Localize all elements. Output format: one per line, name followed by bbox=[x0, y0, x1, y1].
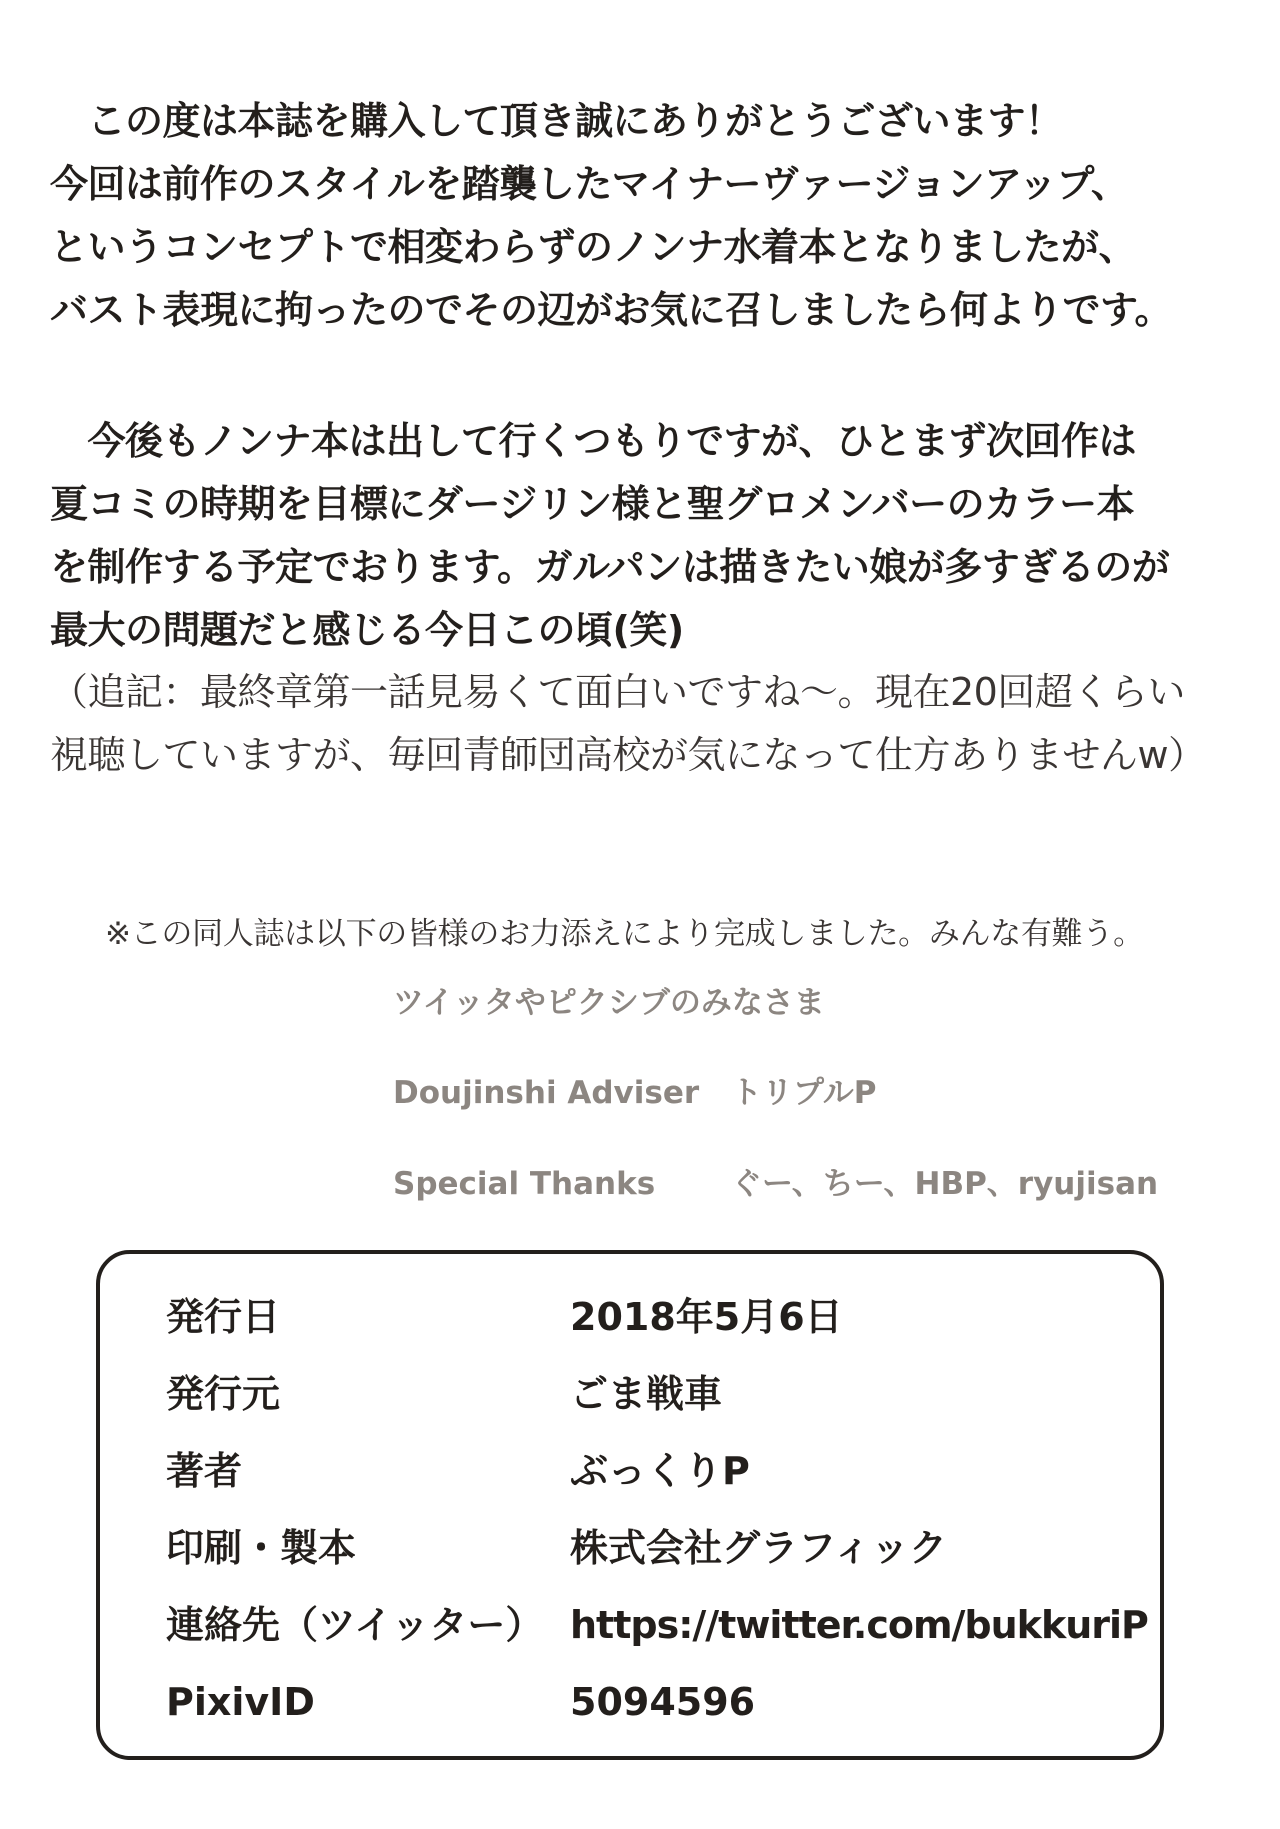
afterword-line: というコンセプトで相変わらずのノンナ水着本となりましたが、 bbox=[50, 225, 1136, 269]
colophon-value: ぶっくりP bbox=[570, 1449, 750, 1493]
credit-fans: ツイッタやピクシブのみなさま bbox=[393, 985, 825, 1021]
postscript-line: 視聴していますが、毎回青師団高校が気になって仕方ありませんw） bbox=[50, 733, 1206, 777]
afterword-line: を制作する予定でおります。ガルパンは描きたい娘が多すぎるのが bbox=[50, 545, 1170, 589]
afterword-line: この度は本誌を購入して頂き誠にありがとうございます！ bbox=[50, 99, 1063, 143]
credit-adviser-label: Doujinshi Adviser bbox=[393, 1075, 700, 1111]
contact-link: https://twitter.com/bukkuriP bbox=[570, 1603, 1148, 1647]
credits-lead: ※この同人誌は以下の皆様のお力添えにより完成しました。みんな有難う。 bbox=[105, 916, 1144, 952]
afterword-paragraph-next-work bbox=[50, 410, 1250, 662]
afterword-postscript bbox=[50, 661, 1250, 787]
postscript-line: （追記：最終章第一話見易くて面白いですね～。現在20回超くらい bbox=[50, 670, 1185, 714]
credit-special-thanks-label: Special Thanks bbox=[393, 1166, 656, 1202]
colophon-row-pixiv bbox=[100, 1672, 1160, 1732]
colophon-box bbox=[96, 1250, 1164, 1760]
colophon-label: 印刷・製本 bbox=[166, 1526, 357, 1570]
colophon-row-contact bbox=[100, 1595, 1160, 1655]
colophon-row-publisher bbox=[100, 1364, 1160, 1424]
colophon-value: 2018年5月6日 bbox=[570, 1295, 843, 1339]
afterword-line: 今回は前作のスタイルを踏襲したマイナーヴァージョンアップ、 bbox=[50, 162, 1129, 206]
credit-adviser-value: トリプルP bbox=[731, 1075, 877, 1111]
colophon-value: 株式会社グラフィック bbox=[570, 1526, 947, 1570]
credit-adviser bbox=[393, 1073, 877, 1113]
credit-special-thanks bbox=[393, 1164, 1159, 1204]
colophon-value: ごま戦車 bbox=[570, 1372, 723, 1416]
afterword-line: 最大の問題だと感じる今日この頃(笑) bbox=[50, 608, 684, 652]
credit-special-thanks-value: ぐー、ちー、HBP、ryujisan bbox=[731, 1166, 1159, 1202]
colophon-label: 発行日 bbox=[166, 1295, 281, 1339]
afterword-paragraph-thanks bbox=[50, 90, 1250, 342]
colophon-label: 発行元 bbox=[166, 1372, 281, 1416]
colophon-label: 連絡先（ツイッター） bbox=[166, 1603, 544, 1647]
colophon-row-author bbox=[100, 1441, 1160, 1501]
afterword-line: 夏コミの時期を目標にダージリン様と聖グロメンバーのカラー本 bbox=[50, 482, 1135, 526]
colophon-label: PixivID bbox=[166, 1680, 315, 1724]
colophon-label: 著者 bbox=[166, 1449, 243, 1493]
colophon-row-printer bbox=[100, 1518, 1160, 1578]
afterword-line: バスト表現に拘ったのでその辺がお気に召しましたら何よりです。 bbox=[50, 288, 1172, 332]
afterword-line: 今後もノンナ本は出して行くつもりですが、ひとまず次回作は bbox=[50, 419, 1136, 463]
colophon-row-date bbox=[100, 1287, 1160, 1347]
colophon-value: 5094596 bbox=[570, 1680, 756, 1724]
